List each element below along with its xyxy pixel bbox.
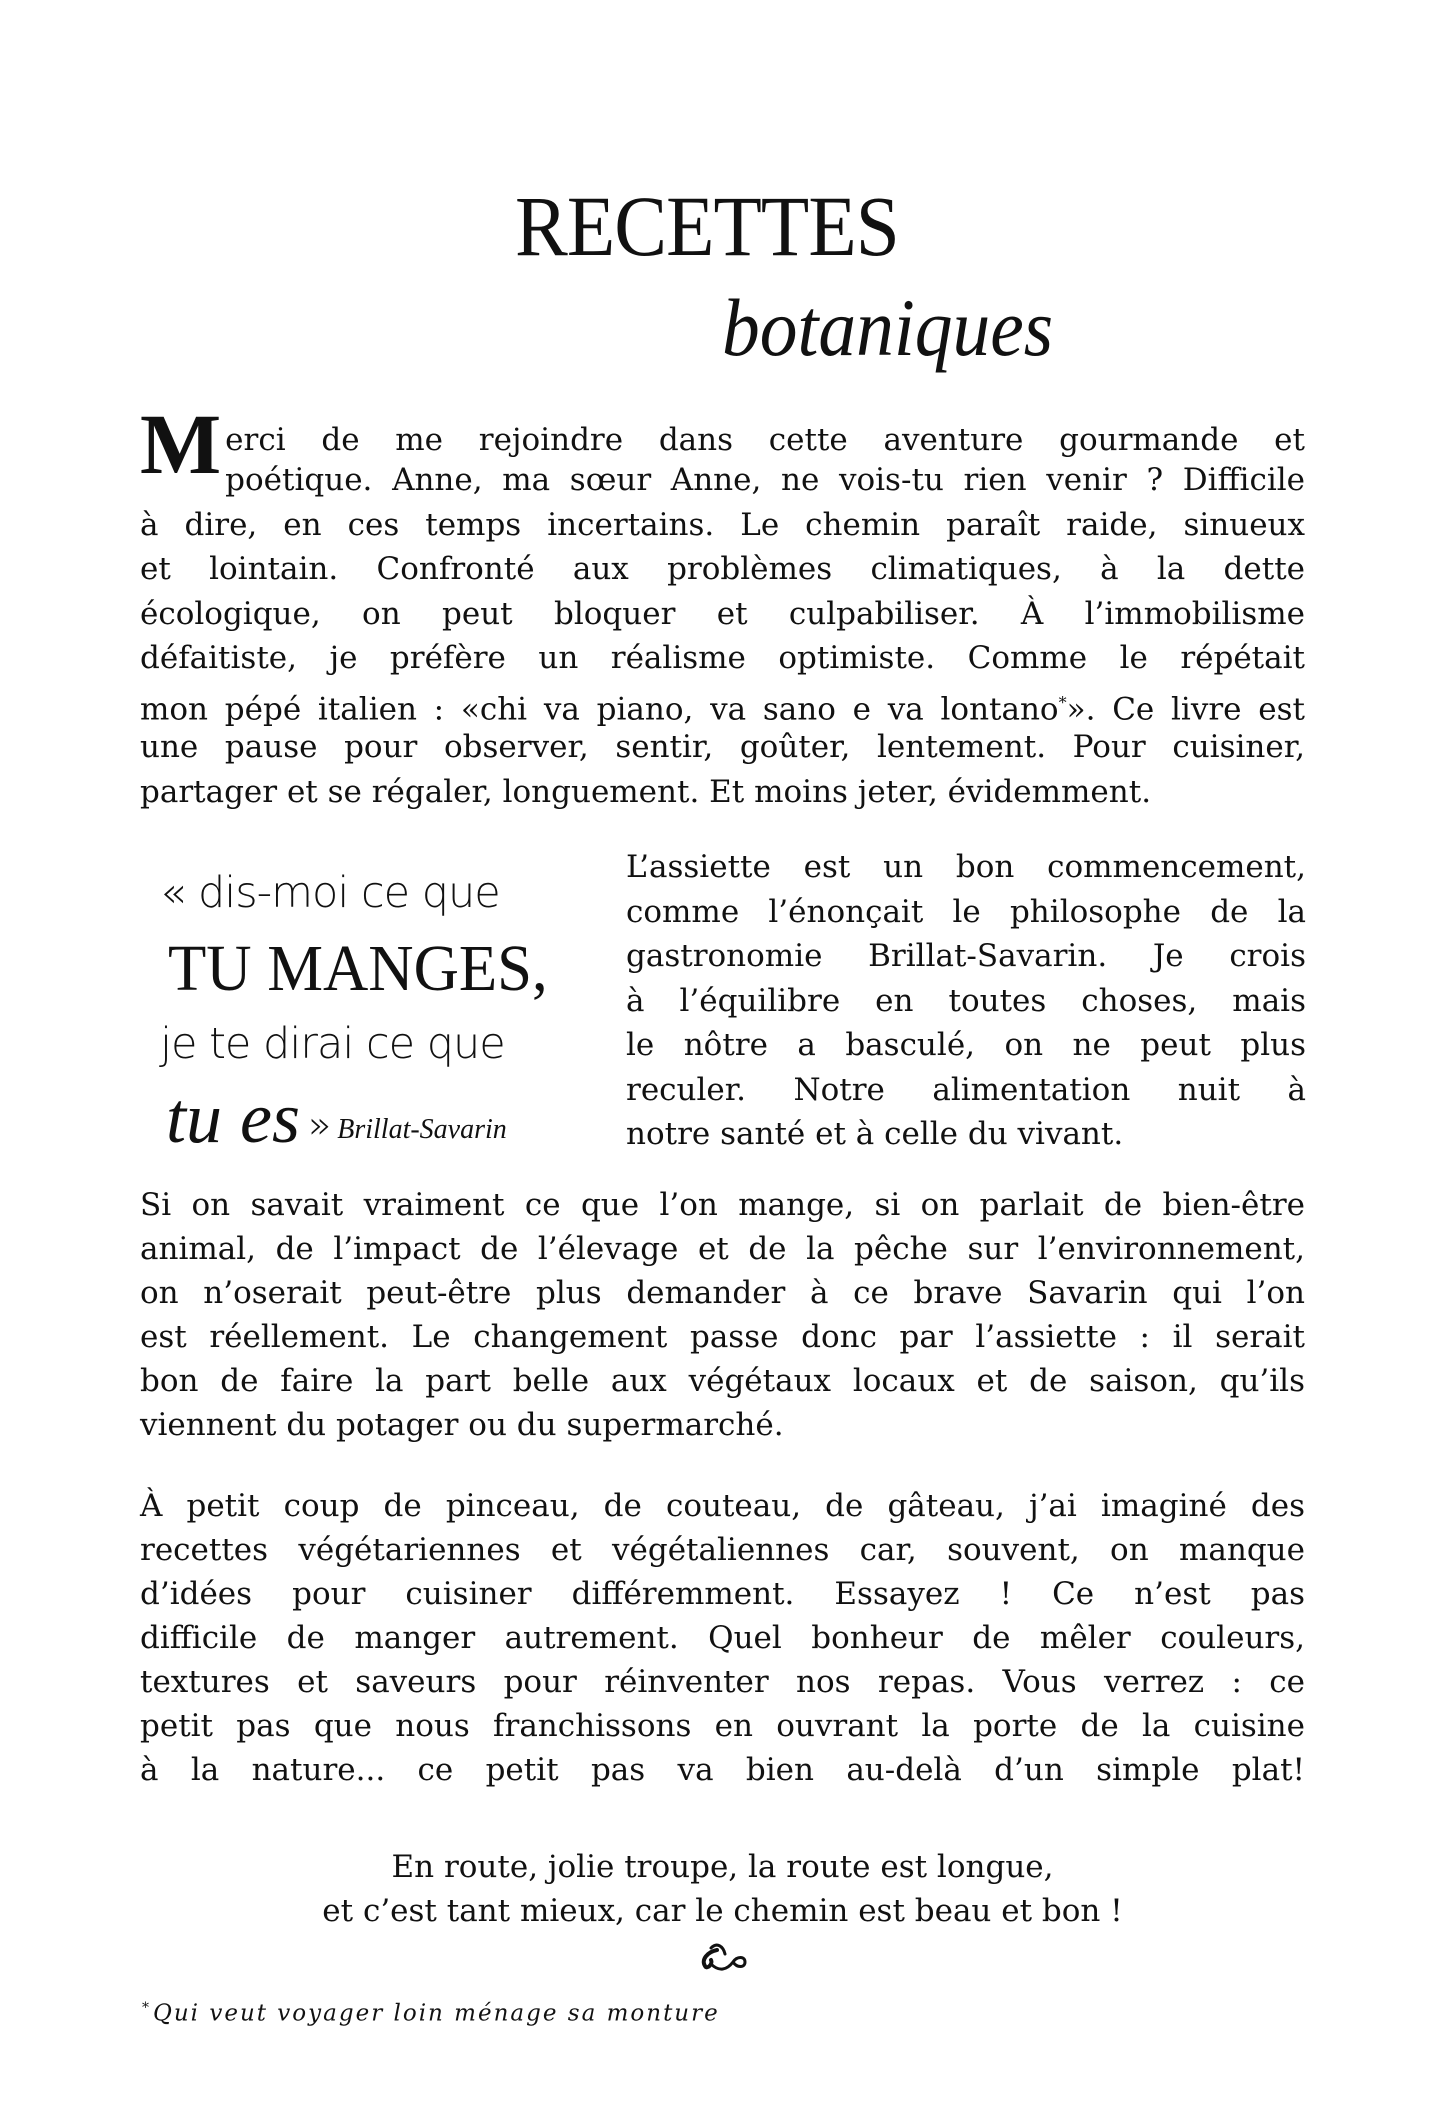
paragraph-line: bon de faire la part belle aux végétaux locaux et de saison, qu’ils bbox=[140, 1363, 1305, 1399]
paragraph-line: Si on savait vraiment ce que l’on mange, si on parlait de bien-être bbox=[140, 1187, 1305, 1223]
paragraph-line: animal, de l’impact de l’élevage et de la pêche sur l’environnement, bbox=[140, 1231, 1305, 1267]
paragraph-line: recettes végétariennes et végétaliennes car, souvent, on manque bbox=[140, 1532, 1305, 1568]
paragraph-line: difficile de manger autrement. Quel bonheur de mêler couleurs, bbox=[140, 1620, 1305, 1656]
pull-quote-line-4 bbox=[166, 1078, 507, 1158]
paragraph-line: petit pas que nous franchissons en ouvrant la porte de la cuisine bbox=[140, 1708, 1305, 1744]
side-line: à l’équilibre en toutes choses, mais bbox=[626, 982, 1306, 1019]
paragraph-line: viennent du potager ou du supermarché. bbox=[140, 1407, 784, 1443]
open-quote-mark: « bbox=[160, 868, 186, 918]
footnote bbox=[142, 2000, 720, 2027]
intro-paragraph bbox=[140, 396, 1305, 814]
side-line: gastronomie Brillat-Savarin. Je crois bbox=[626, 938, 1306, 974]
close-quote-mark: » bbox=[307, 1103, 332, 1147]
paragraph-line: à la nature... ce petit pas va bien au-delà d’un simple plat! bbox=[140, 1752, 1305, 1788]
paragraph-2 bbox=[140, 1183, 1305, 1447]
pull-quote-line-2: TU MANGES, bbox=[168, 932, 548, 1005]
intro-line: partager et se régaler, longuement. Et moins jeter, évidemment. bbox=[140, 773, 1152, 810]
footnote-text: Qui veut voyager loin ménage sa monture bbox=[153, 2000, 720, 2027]
intro-line-text: ». Ce livre est bbox=[1066, 690, 1305, 727]
paragraph-3 bbox=[140, 1484, 1305, 1792]
paragraph-line: À petit coup de pinceau, de couteau, de gâteau, j’ai imaginé des bbox=[140, 1488, 1305, 1524]
quote-author: Brillat-Savarin bbox=[337, 1114, 507, 1145]
pull-quote-line-1 bbox=[160, 868, 500, 918]
paragraph-line: textures et saveurs pour réinventer nos repas. Vous verrez : ce bbox=[140, 1664, 1305, 1700]
paragraph-line: est réellement. Le changement passe donc par l’assiette : il serait bbox=[140, 1319, 1305, 1355]
flourish-ornament-icon bbox=[697, 1940, 749, 1976]
intro-line-text: mon pépé italien : «chi va piano, va sano e va lontano bbox=[140, 690, 1059, 727]
side-line: L’assiette est un bon commencement, bbox=[626, 849, 1306, 885]
side-paragraph bbox=[626, 845, 1306, 1157]
pull-quote-text: tu es bbox=[166, 1078, 300, 1158]
intro-line bbox=[140, 681, 1305, 726]
intro-line: à dire, en ces temps incertains. Le chemin paraît raide, sinueux bbox=[140, 506, 1305, 543]
drop-cap: M bbox=[140, 396, 222, 492]
intro-line-text: erci de me rejoindre dans cette aventure gourmande et bbox=[225, 422, 1305, 458]
intro-line: poétique. Anne, ma sœur Anne, ne vois-tu rien venir ? Difficile bbox=[225, 462, 1305, 498]
side-line: comme l’énonçait le philosophe de la bbox=[626, 893, 1306, 930]
pull-quote-text: dis-moi ce que bbox=[197, 868, 500, 918]
closing-verse bbox=[140, 1845, 1305, 1933]
pull-quote-line-3: je te dirai ce que bbox=[160, 1019, 505, 1069]
intro-line: et lointain. Confronté aux problèmes climatiques, à la dette bbox=[140, 551, 1305, 587]
intro-line: écologique, on peut bloquer et culpabiliser. À l’immobilisme bbox=[140, 595, 1305, 632]
side-line: reculer. Notre alimentation nuit à bbox=[626, 1071, 1306, 1108]
page-subtitle: botaniques bbox=[722, 282, 1054, 373]
closing-line: En route, jolie troupe, la route est longue, bbox=[391, 1849, 1054, 1885]
intro-line: une pause pour observer, sentir, goûter, lentement. Pour cuisiner, bbox=[140, 729, 1305, 765]
footnote-marker: * bbox=[142, 2000, 149, 2016]
paragraph-line: d’idées pour cuisiner différemment. Essayez ! Ce n’est pas bbox=[140, 1576, 1305, 1612]
intro-line: défaitiste, je préfère un réalisme optimiste. Comme le répétait bbox=[140, 640, 1305, 676]
side-line: notre santé et à celle du vivant. bbox=[626, 1116, 1124, 1152]
side-line: le nôtre a basculé, on ne peut plus bbox=[626, 1027, 1306, 1063]
footnote-reference: * bbox=[1058, 692, 1067, 712]
paragraph-line: on n’oserait peut-être plus demander à ce brave Savarin qui l’on bbox=[140, 1275, 1305, 1311]
page-title: RECETTES bbox=[515, 178, 899, 274]
closing-line: et c’est tant mieux, car le chemin est beau et bon ! bbox=[322, 1893, 1123, 1929]
